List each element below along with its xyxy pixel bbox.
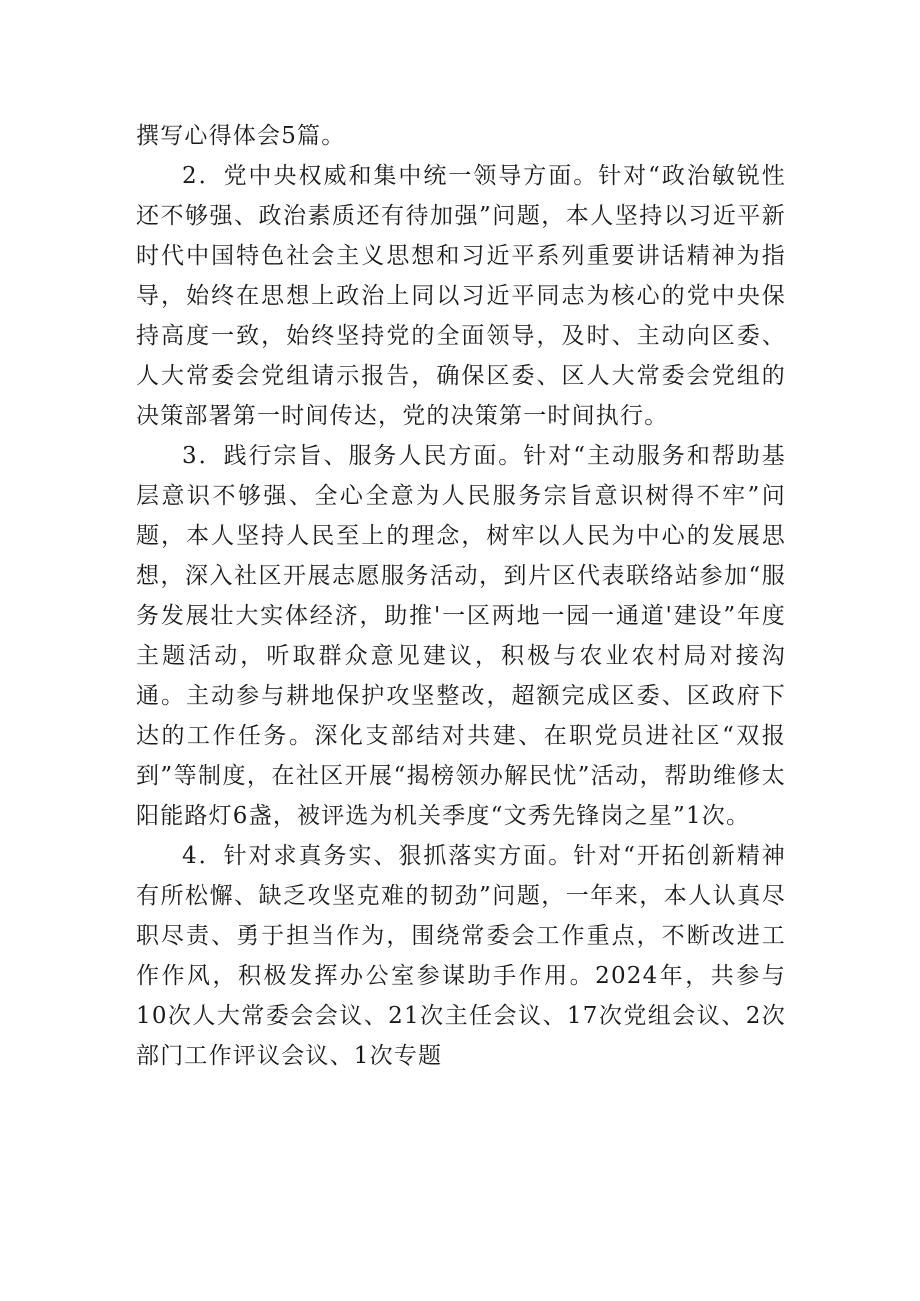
paragraph-2-party-central-authority: 2．党中央权威和集中统一领导方面。针对“政治敏锐性还不够强、政治素质还有待加强”问题，本人坚持以习近平新时代中国特色社会主义思想和习近平系列重要讲话精神为指导，始终在思想上政治上同以习近平同志为核心的党中央保持高度一致，始终坚持党的全面领导，及时、主动向区委、人大常委会党组请示报告，确保区委、区人大常委会党组的决策部署第一时间传达，党的决策第一时间执行。 xyxy=(136,163,786,429)
paragraph-3-serve-the-people: 3．践行宗旨、服务人民方面。针对“主动服务和帮助基层意识不够强、全心全意为人民服务宗旨意识树得不牢”问题，本人坚持人民至上的理念，树牢以人民为中心的发展思想，深入社区开展志愿服务活动，到片区代表联络站参加“服务发展壮大实体经济，助推'一区两地一园一通道'建设”年度主题活动，听取群众意见建议，积极与农业农村局对接沟通。主动参与耕地保护攻坚整改，超额完成区委、区政府下达的工作任务。深化支部结对共建、在职党员进社区“双报到”等制度，在社区开展“揭榜领办解民忧”活动，帮助维修太阳能路灯6盏，被评选为机关季度“文秀先锋岗之星”1次。 xyxy=(136,443,786,829)
document-body xyxy=(136,116,786,1076)
paragraph-1-continuation: 撰写心得体会5篇。 xyxy=(136,123,346,149)
paragraph-4-implementation: 4．针对求真务实、狠抓落实方面。针对“开拓创新精神有所松懈、缺乏攻坚克难的韧劲”问题，一年来，本人认真尽职尽责、勇于担当作为，围绕常委会工作重点，不断改进工作作风，积极发挥办公室参谋助手作用。2024年，共参与10次人大常委会会议、21次主任会议、17次党组会议、2次部门工作评议会议、1次专题 xyxy=(136,843,786,1069)
